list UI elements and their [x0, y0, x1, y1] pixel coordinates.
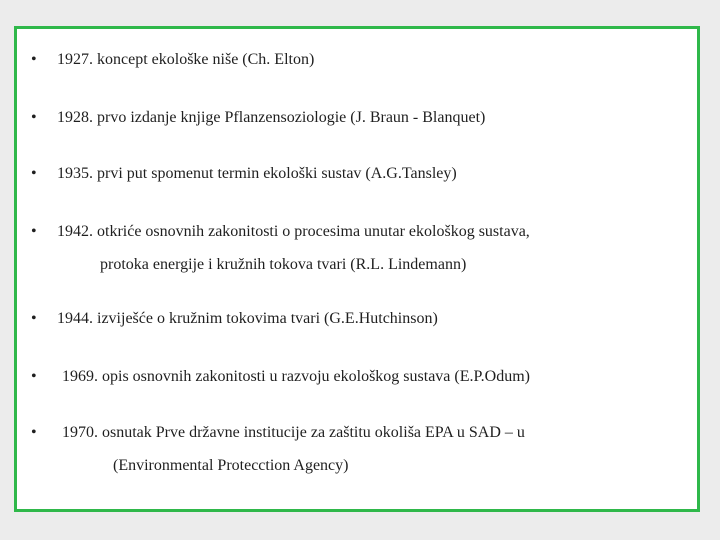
item-text-continuation: protoka energije i kružnih tokova tvari (R.L. Lindemann): [100, 256, 467, 273]
bullet: •: [31, 165, 37, 182]
bullet: •: [31, 310, 37, 327]
item-text: 1928. prvo izdanje knjige Pflanzensoziologie (J. Braun - Blanquet): [57, 109, 486, 126]
slide-frame: [14, 26, 700, 512]
bullet: •: [31, 109, 37, 126]
bullet: •: [31, 51, 37, 68]
bullet: •: [31, 223, 37, 240]
item-text-continuation: (Environmental Protecction Agency): [113, 457, 349, 474]
item-text: 1944. izviješće o kružnim tokovima tvari (G.E.Hutchinson): [57, 310, 438, 327]
item-text: 1969. opis osnovnih zakonitosti u razvoju ekološkog sustava (E.P.Odum): [62, 368, 530, 385]
bullet: •: [31, 368, 37, 385]
item-text: 1927. koncept ekološke niše (Ch. Elton): [57, 51, 315, 68]
item-text: 1942. otkriće osnovnih zakonitosti o procesima unutar ekološkog sustava,: [57, 223, 530, 240]
bullet: •: [31, 424, 37, 441]
item-text: 1935. prvi put spomenut termin ekološki sustav (A.G.Tansley): [57, 165, 457, 182]
item-text: 1970. osnutak Prve državne institucije za zaštitu okoliša EPA u SAD – u: [62, 424, 525, 441]
